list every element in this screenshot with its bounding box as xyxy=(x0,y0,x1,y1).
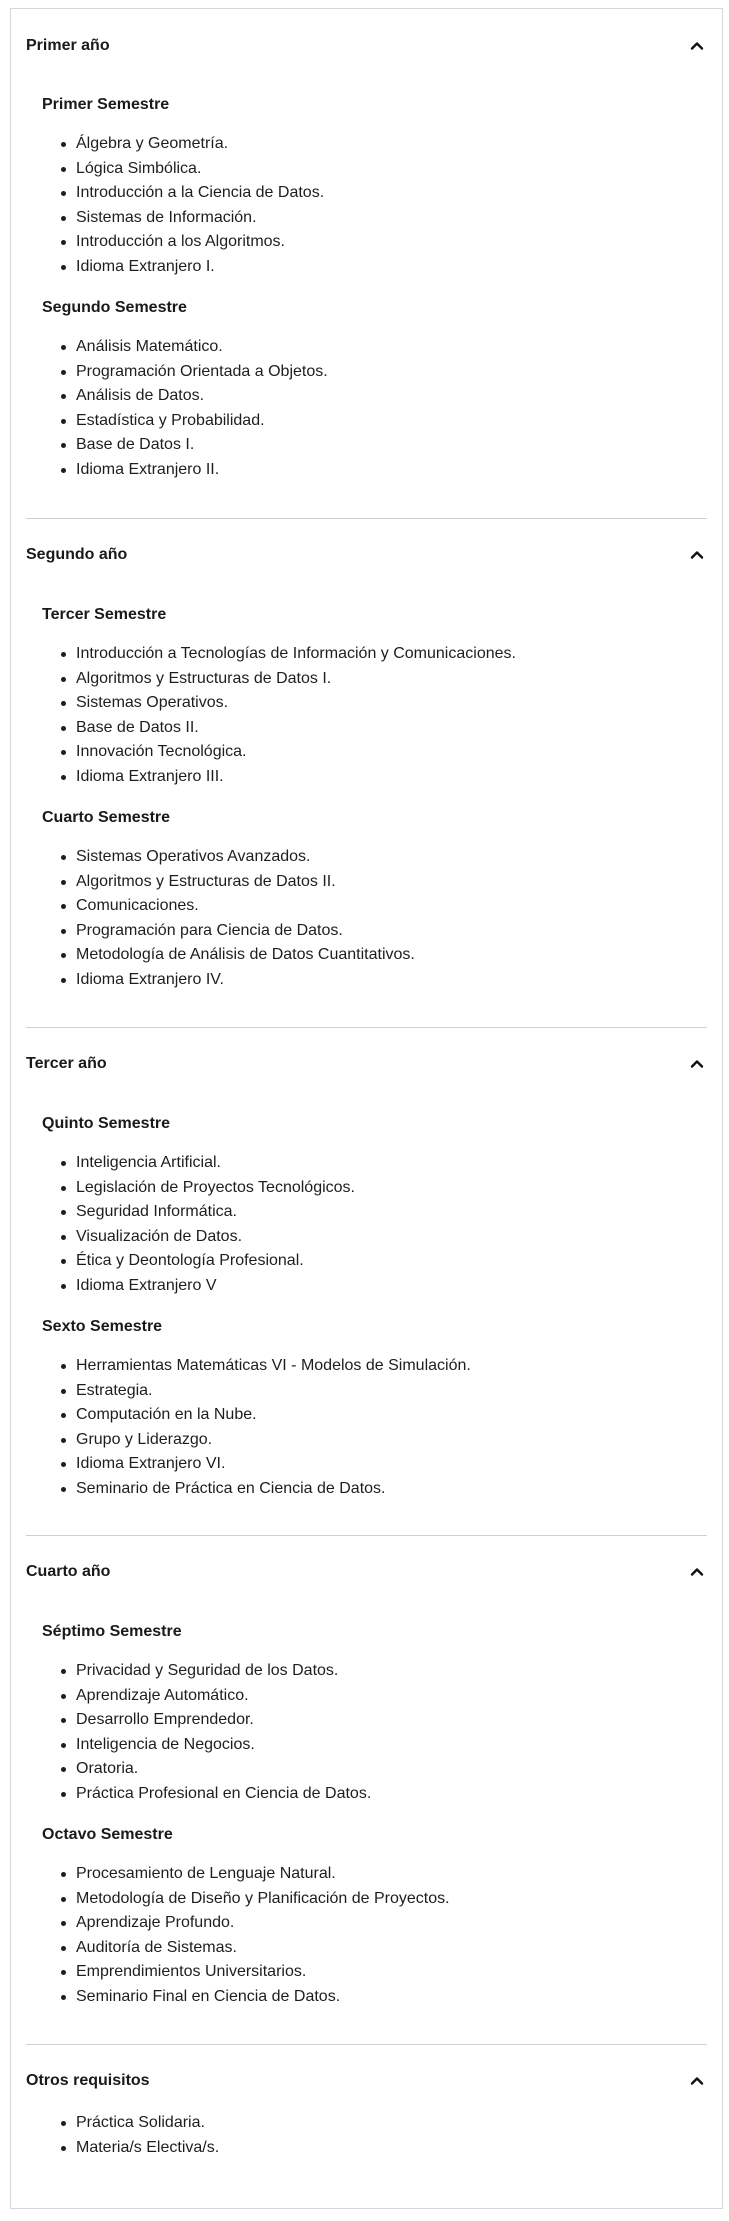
course-item: Inteligencia de Negocios. xyxy=(58,1733,371,1758)
course-item: Idioma Extranjero IV. xyxy=(58,968,415,993)
course-item: Metodología de Diseño y Planificación de Proyectos. xyxy=(58,1887,450,1912)
course-item: Algoritmos y Estructuras de Datos I. xyxy=(58,667,516,692)
course-item: Idioma Extranjero VI. xyxy=(58,1452,471,1477)
course-item: Idioma Extranjero I. xyxy=(58,255,324,280)
accordion-header-year-1[interactable] xyxy=(26,29,707,63)
course-item: Inteligencia Artificial. xyxy=(58,1151,355,1176)
course-item: Sistemas Operativos Avanzados. xyxy=(58,845,415,870)
accordion-section-year-1 xyxy=(26,29,707,519)
course-item: Desarrollo Emprendedor. xyxy=(58,1708,371,1733)
accordion-header-year-2[interactable] xyxy=(26,538,707,572)
chevron-up-icon[interactable] xyxy=(687,1562,707,1582)
section-divider xyxy=(26,2044,707,2045)
course-item: Práctica Profesional en Ciencia de Datos. xyxy=(58,1782,371,1807)
course-item: Programación para Ciencia de Datos. xyxy=(58,919,415,944)
accordion-section-year-2 xyxy=(26,538,707,1028)
course-item: Sistemas Operativos. xyxy=(58,691,516,716)
course-item: Estrategia. xyxy=(58,1379,471,1404)
course-item: Programación Orientada a Objetos. xyxy=(58,360,328,385)
accordion-header-year-4[interactable] xyxy=(26,1555,707,1589)
semester-title: Cuarto Semestre xyxy=(42,809,171,826)
semester-title: Segundo Semestre xyxy=(42,299,187,316)
chevron-up-icon[interactable] xyxy=(687,545,707,565)
accordion-header-other[interactable] xyxy=(26,2064,707,2098)
course-list xyxy=(58,1354,471,1502)
course-list xyxy=(58,845,415,993)
accordion-section-other xyxy=(26,2064,707,2184)
course-list xyxy=(58,1862,450,2010)
section-title: Tercer año xyxy=(26,1055,107,1072)
course-item: Algoritmos y Estructuras de Datos II. xyxy=(58,870,415,895)
course-list xyxy=(58,335,328,483)
course-item: Oratoria. xyxy=(58,1757,371,1782)
section-title: Cuarto año xyxy=(26,1563,111,1580)
course-item: Comunicaciones. xyxy=(58,894,415,919)
course-item: Seminario de Práctica en Ciencia de Datos. xyxy=(58,1477,471,1502)
course-list xyxy=(58,642,516,790)
course-item: Ética y Deontología Profesional. xyxy=(58,1249,355,1274)
course-item: Sistemas de Información. xyxy=(58,206,324,231)
section-title: Otros requisitos xyxy=(26,2072,150,2089)
semester-title: Tercer Semestre xyxy=(42,606,167,623)
course-item: Seminario Final en Ciencia de Datos. xyxy=(58,1985,450,2010)
section-title: Primer año xyxy=(26,37,110,54)
course-item: Materia/s Electiva/s. xyxy=(58,2136,219,2161)
chevron-up-icon[interactable] xyxy=(687,1054,707,1074)
course-item: Grupo y Liderazgo. xyxy=(58,1428,471,1453)
semester-title: Séptimo Semestre xyxy=(42,1623,182,1640)
section-divider xyxy=(26,1027,707,1028)
semester-title: Sexto Semestre xyxy=(42,1318,163,1335)
course-item: Privacidad y Seguridad de los Datos. xyxy=(58,1659,371,1684)
section-divider xyxy=(26,1535,707,1536)
course-item: Estadística y Probabilidad. xyxy=(58,409,328,434)
semester-title: Quinto Semestre xyxy=(42,1115,171,1132)
course-item: Idioma Extranjero II. xyxy=(58,458,328,483)
chevron-up-icon[interactable] xyxy=(687,36,707,56)
course-item: Lógica Simbólica. xyxy=(58,157,324,182)
course-item: Herramientas Matemáticas VI - Modelos de Simulación. xyxy=(58,1354,471,1379)
course-item: Idioma Extranjero V xyxy=(58,1274,355,1299)
course-item: Álgebra y Geometría. xyxy=(58,132,324,157)
course-item: Seguridad Informática. xyxy=(58,1200,355,1225)
course-item: Aprendizaje Automático. xyxy=(58,1684,371,1709)
accordion-header-year-3[interactable] xyxy=(26,1047,707,1081)
course-item: Análisis de Datos. xyxy=(58,384,328,409)
course-item: Legislación de Proyectos Tecnológicos. xyxy=(58,1176,355,1201)
course-list xyxy=(58,2111,219,2160)
course-item: Auditoría de Sistemas. xyxy=(58,1936,450,1961)
course-item: Idioma Extranjero III. xyxy=(58,765,516,790)
course-item: Práctica Solidaria. xyxy=(58,2111,219,2136)
section-title: Segundo año xyxy=(26,546,128,563)
course-item: Introducción a los Algoritmos. xyxy=(58,230,324,255)
accordion-section-year-3 xyxy=(26,1047,707,1537)
section-divider xyxy=(26,518,707,519)
course-item: Computación en la Nube. xyxy=(58,1403,471,1428)
course-item: Base de Datos II. xyxy=(58,716,516,741)
course-item: Innovación Tecnológica. xyxy=(58,740,516,765)
semester-title: Octavo Semestre xyxy=(42,1826,173,1843)
accordion-section-year-4 xyxy=(26,1555,707,2045)
course-item: Introducción a Tecnologías de Información y Comunicaciones. xyxy=(58,642,516,667)
semester-title: Primer Semestre xyxy=(42,96,170,113)
course-item: Emprendimientos Universitarios. xyxy=(58,1960,450,1985)
chevron-up-icon[interactable] xyxy=(687,2071,707,2091)
course-item: Análisis Matemático. xyxy=(58,335,328,360)
course-item: Metodología de Análisis de Datos Cuantitativos. xyxy=(58,943,415,968)
course-item: Introducción a la Ciencia de Datos. xyxy=(58,181,324,206)
course-item: Procesamiento de Lenguaje Natural. xyxy=(58,1862,450,1887)
course-list xyxy=(58,132,324,280)
course-item: Visualización de Datos. xyxy=(58,1225,355,1250)
course-item: Base de Datos I. xyxy=(58,433,328,458)
curriculum-accordion xyxy=(10,8,723,2209)
course-list xyxy=(58,1659,371,1807)
course-list xyxy=(58,1151,355,1299)
course-item: Aprendizaje Profundo. xyxy=(58,1911,450,1936)
